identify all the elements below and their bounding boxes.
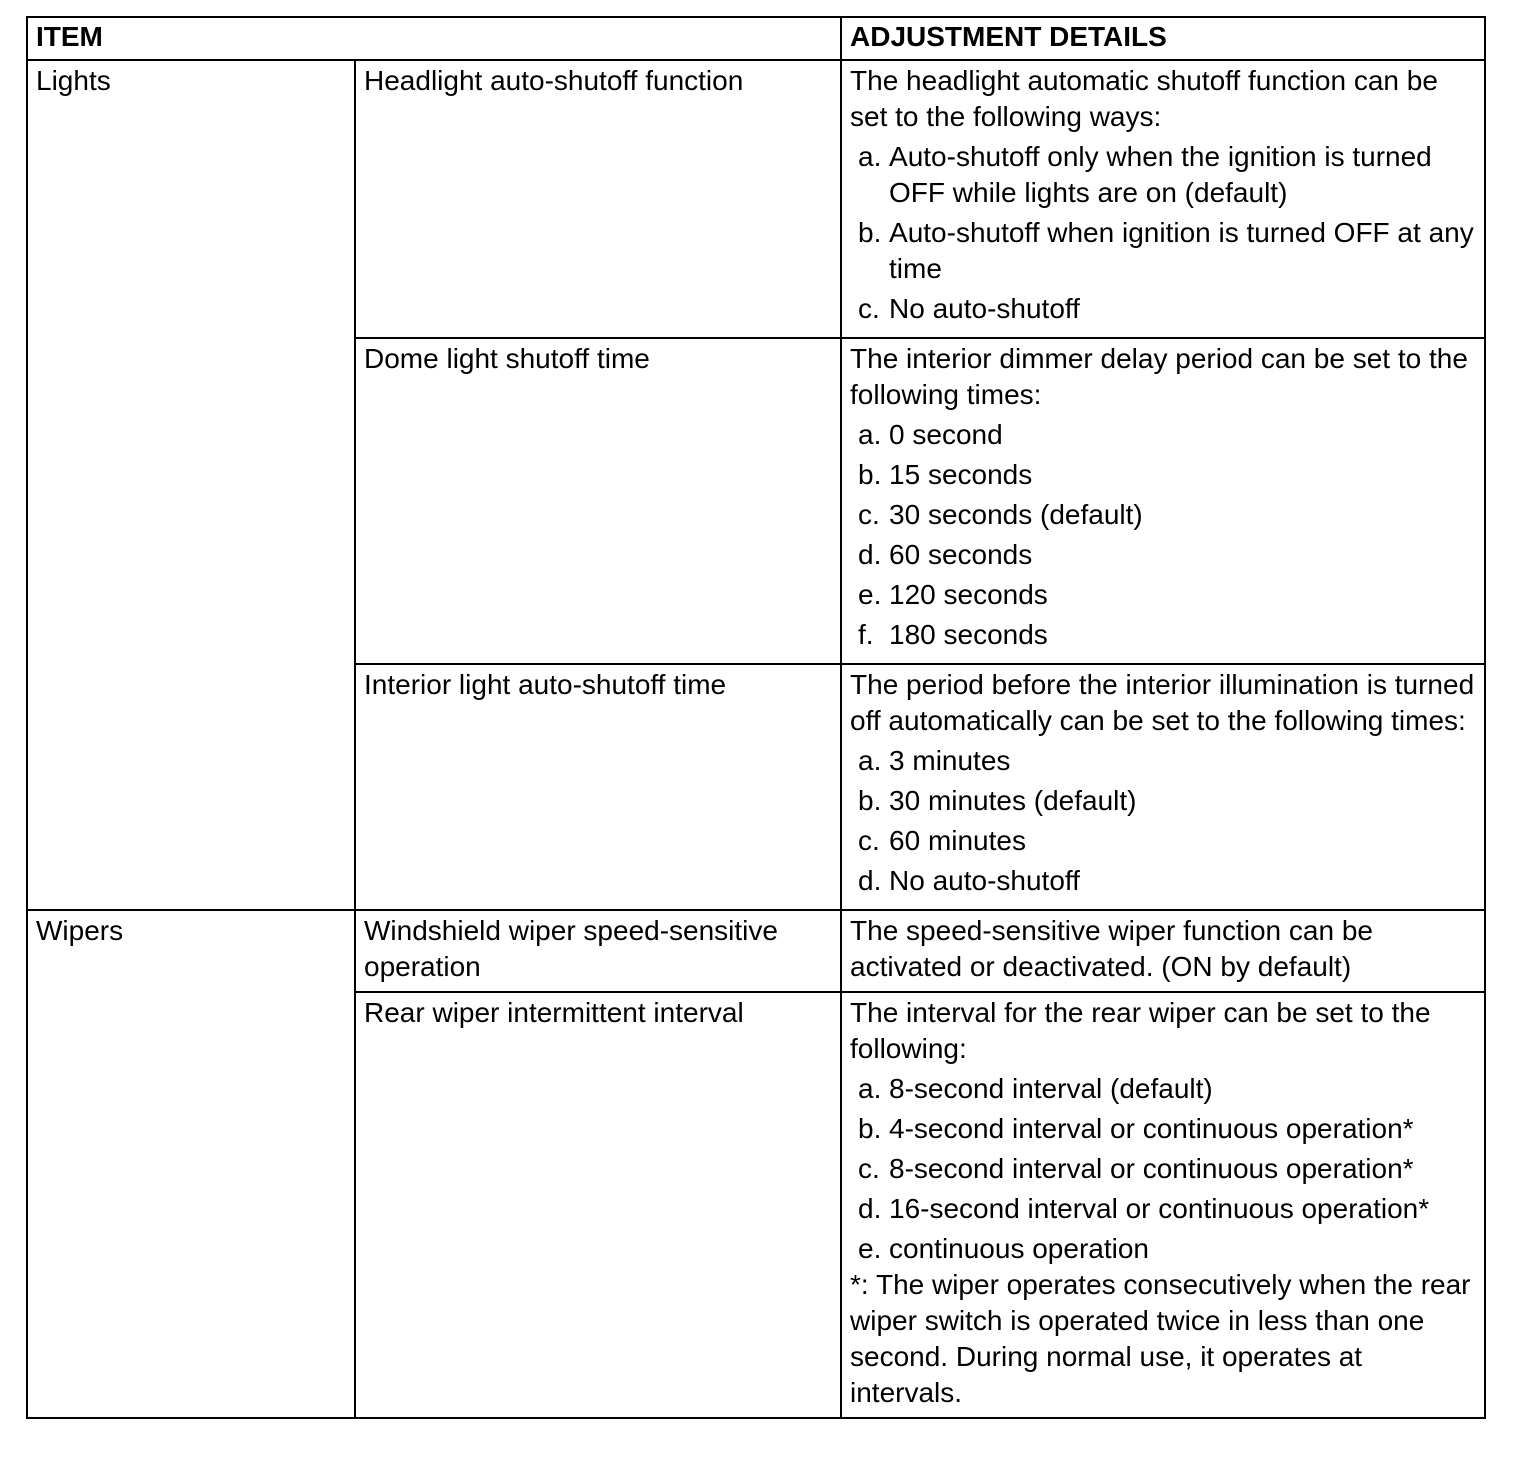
details-intro: The headlight automatic shutoff function can be set to the following ways: [850,65,1438,132]
option-list [850,139,1477,327]
option-item: b. Auto-shutoff when ignition is turned OFF at any time [858,217,1474,284]
option-item: d. No auto-shutoff [858,865,1080,896]
option-item: d. 16-second interval or continuous operation* [858,1193,1430,1224]
details-intro: The period before the interior illumination is turned off automatically can be set to the following times: [850,669,1475,736]
header-row [27,17,1485,60]
option-item: c. No auto-shutoff [858,293,1080,324]
option-item: d. 60 seconds [858,539,1033,570]
item-cell: Rear wiper intermittent interval [355,992,841,1418]
option-item: e. 120 seconds [858,579,1048,610]
option-item: e. continuous operation [858,1233,1149,1264]
option-item: a. 0 second [858,419,1003,450]
details-cell [841,992,1485,1418]
option-item: c. 8-second interval or continuous operation* [858,1153,1414,1184]
details-cell [841,60,1485,338]
option-list [850,417,1477,653]
details-cell [841,910,1485,992]
item-cell: Headlight auto-shutoff function [355,60,841,338]
item-cell: Dome light shutoff time [355,338,841,664]
option-item: b. 30 minutes (default) [858,785,1137,816]
group-label-lights: Lights [27,60,355,910]
adjustment-table [26,16,1486,1419]
details-cell [841,664,1485,910]
table-row [27,910,1485,992]
option-list [850,743,1477,899]
item-cell: Windshield wiper speed-sensitive operation [355,910,841,992]
option-item: c. 60 minutes [858,825,1026,856]
option-item: a. 8-second interval (default) [858,1073,1213,1104]
option-item: f. 180 seconds [858,619,1048,650]
table-row [27,60,1485,338]
option-item: c. 30 seconds (default) [858,499,1143,530]
item-cell: Interior light auto-shutoff time [355,664,841,910]
footnote: *: The wiper operates consecutively when the rear wiper switch is operated twice in less than one second. During normal use, it operates at intervals. [850,1269,1471,1408]
details-intro: The speed-sensitive wiper function can be activated or deactivated. (ON by default) [850,915,1373,982]
details-cell [841,338,1485,664]
option-item: b. 15 seconds [858,459,1033,490]
option-list [850,1071,1477,1267]
details-header: ADJUSTMENT DETAILS [841,17,1485,60]
details-intro: The interior dimmer delay period can be set to the following times: [850,343,1468,410]
group-label-wipers: Wipers [27,910,355,1418]
option-item: b. 4-second interval or continuous operation* [858,1113,1414,1144]
item-header: ITEM [27,17,841,60]
option-item: a. Auto-shutoff only when the ignition is turned OFF while lights are on (default) [858,141,1432,208]
details-intro: The interval for the rear wiper can be set to the following: [850,997,1431,1064]
option-item: a. 3 minutes [858,745,1011,776]
